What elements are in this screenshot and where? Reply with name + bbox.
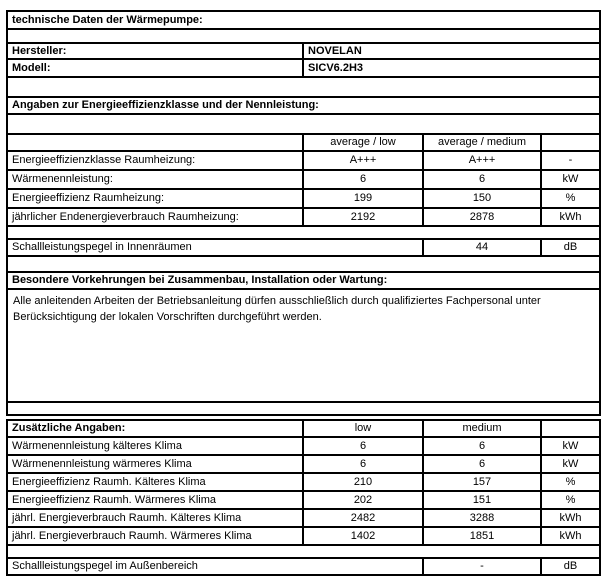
value-low: A+++	[302, 152, 422, 169]
additional-table-block	[6, 419, 601, 576]
table-row	[8, 171, 599, 190]
column-header-empty	[8, 135, 302, 150]
sound-outdoor-label: Schallleistungspegel im Außenbereich	[12, 560, 198, 572]
additional-heading: Zusätzliche Angaben:	[12, 422, 126, 434]
model-label: Modell:	[12, 61, 51, 74]
value-unit: kWh	[540, 510, 599, 526]
spacer-row	[8, 227, 599, 238]
table-row	[8, 438, 599, 456]
spacer-row	[8, 257, 599, 271]
doc-title-row	[8, 10, 599, 30]
table-row	[8, 209, 599, 227]
row-label: Wärmenennleistung:	[12, 173, 113, 185]
value-unit: %	[540, 492, 599, 508]
value-low: 2482	[302, 510, 422, 526]
datasheet-page	[6, 10, 601, 576]
sound-outdoor-row	[8, 557, 599, 576]
energy-section-heading-row	[8, 96, 599, 115]
column-header-unit-empty	[540, 421, 599, 436]
column-header-average-low: average / low	[302, 135, 422, 150]
manufacturer-label: Hersteller:	[12, 44, 67, 57]
value-unit: %	[540, 190, 599, 207]
energy-section-heading: Angaben zur Energieeffizienzklasse und der Nennleistung:	[12, 99, 319, 111]
column-header-medium: medium	[422, 421, 540, 436]
sound-outdoor-unit: dB	[540, 559, 599, 574]
value-medium: 1851	[422, 528, 540, 544]
sound-indoor-unit: dB	[540, 240, 599, 255]
manufacturer-row	[8, 42, 599, 60]
table-row	[8, 492, 599, 510]
value-low: 6	[302, 456, 422, 472]
table-row	[8, 190, 599, 209]
model-value: SICV6.2H3	[302, 60, 599, 76]
value-medium: 6	[422, 171, 540, 188]
empty-bordered-row	[8, 403, 599, 416]
value-low: 6	[302, 438, 422, 454]
table-row	[8, 152, 599, 171]
additional-header-row	[8, 419, 599, 438]
value-medium: 6	[422, 438, 540, 454]
spacer-row	[8, 115, 599, 133]
precautions-body-row	[8, 290, 599, 403]
precautions-body: Alle anleitenden Arbeiten der Betriebsanleitung dürfen ausschließlich durch qualifiziertes Fachpersonal unter Berücksichtigung der lokalen Vorschriften durchgeführt werden.	[13, 295, 541, 323]
sound-indoor-label: Schallleistungspegel in Innenräumen	[12, 241, 192, 253]
value-unit: kWh	[540, 528, 599, 544]
row-label: jährlicher Endenergieverbrauch Raumheizung:	[12, 210, 239, 223]
doc-title: technische Daten der Wärmepumpe:	[12, 13, 203, 26]
column-header-unit-empty	[540, 135, 599, 150]
value-low: 1402	[302, 528, 422, 544]
row-label: Energieeffizienz Raumheizung:	[12, 192, 165, 204]
spacer-row	[8, 30, 599, 42]
value-medium: 6	[422, 456, 540, 472]
table-row	[8, 456, 599, 474]
value-medium: 157	[422, 474, 540, 490]
value-low: 210	[302, 474, 422, 490]
model-row	[8, 60, 599, 78]
column-header-average-medium: average / medium	[422, 135, 540, 150]
row-label: jährl. Energieverbrauch Raumh. Kälteres Klima	[12, 511, 242, 524]
column-header-low: low	[302, 421, 422, 436]
spacer-row	[8, 546, 599, 557]
value-low: 199	[302, 190, 422, 207]
row-label: jährl. Energieverbrauch Raumh. Wärmeres Klima	[12, 529, 252, 542]
value-low: 202	[302, 492, 422, 508]
row-label: Wärmenennleistung wärmeres Klima	[12, 457, 192, 470]
manufacturer-value: NOVELAN	[302, 44, 599, 58]
main-table-block	[6, 10, 601, 416]
precautions-heading: Besondere Vorkehrungen bei Zusammenbau, Installation oder Wartung:	[12, 274, 388, 286]
value-medium: 150	[422, 190, 540, 207]
value-medium: 151	[422, 492, 540, 508]
row-label: Energieeffizienz Raumh. Wärmeres Klima	[12, 493, 216, 506]
sound-indoor-row	[8, 238, 599, 257]
energy-column-header-row	[8, 133, 599, 152]
value-medium: 2878	[422, 209, 540, 225]
value-unit: kW	[540, 171, 599, 188]
value-unit: kW	[540, 438, 599, 454]
value-unit: %	[540, 474, 599, 490]
row-label: Wärmenennleistung kälteres Klima	[12, 439, 182, 452]
spacer-row	[8, 78, 599, 96]
value-unit: -	[540, 152, 599, 169]
value-unit: kW	[540, 456, 599, 472]
value-low: 6	[302, 171, 422, 188]
table-row	[8, 510, 599, 528]
value-medium: 3288	[422, 510, 540, 526]
value-low: 2192	[302, 209, 422, 225]
table-row	[8, 474, 599, 492]
sound-indoor-value: 44	[422, 240, 540, 255]
row-label: Energieeffizienz Raumh. Kälteres Klima	[12, 475, 206, 488]
row-label: Energieeffizienzklasse Raumheizung:	[12, 154, 196, 166]
sound-outdoor-value: -	[422, 559, 540, 574]
table-row	[8, 528, 599, 546]
precautions-heading-row	[8, 271, 599, 290]
value-medium: A+++	[422, 152, 540, 169]
value-unit: kWh	[540, 209, 599, 225]
